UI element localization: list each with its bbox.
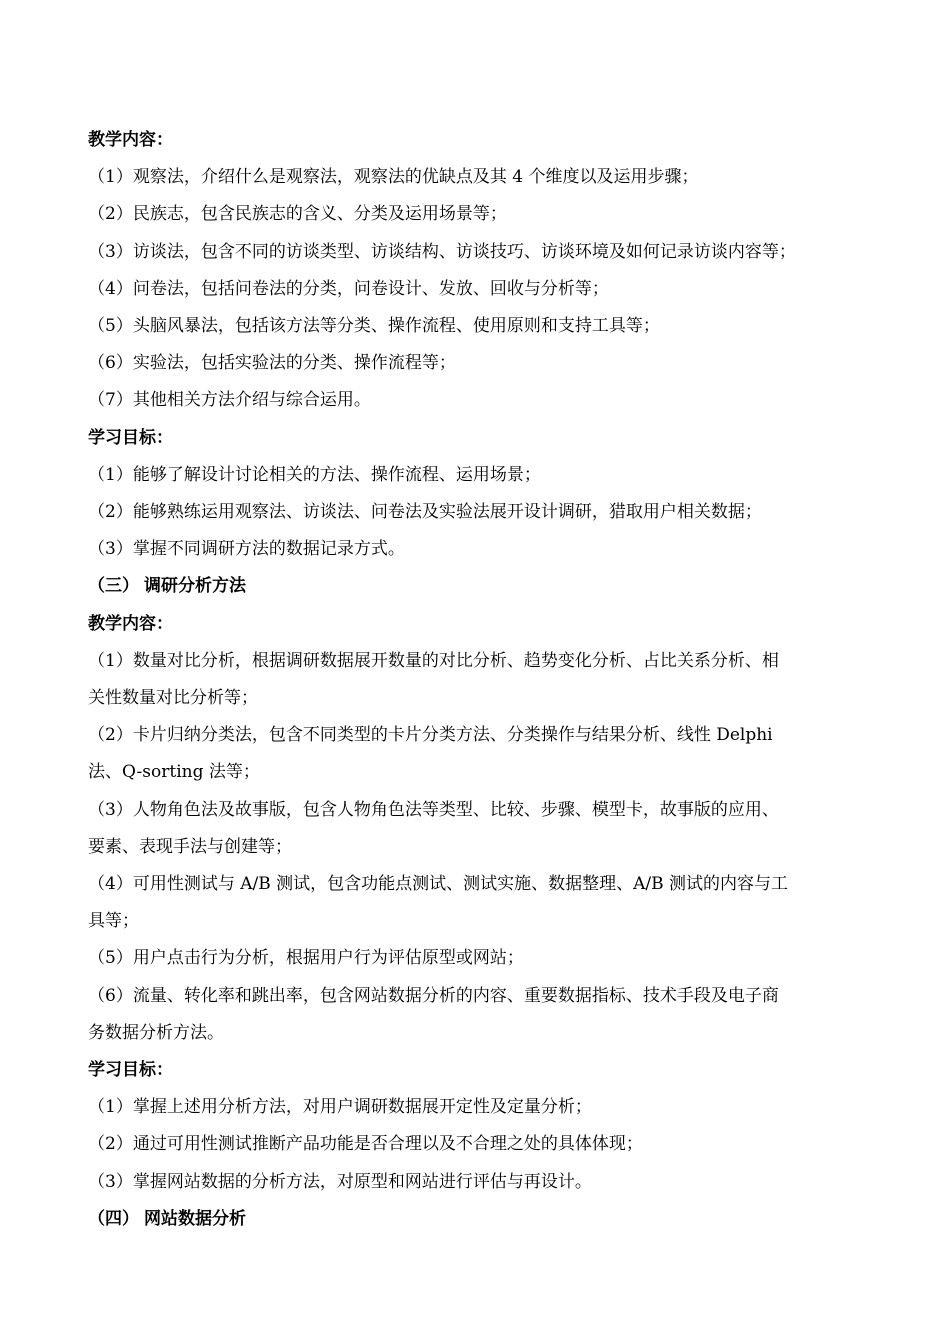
content-item-line: （4）可用性测试与 A/B 测试，包含功能点测试、测试实施、数据整理、A/B 测试的内容与工 <box>88 874 789 895</box>
goal-item: （2）通过可用性测试推断产品功能是否合理以及不合理之处的具体体现； <box>88 1134 643 1155</box>
section-title: 网站数据分析 <box>144 1208 246 1229</box>
content-item: （2）民族志，包含民族志的含义、分类及运用场景等； <box>88 204 507 225</box>
document-page <box>88 122 878 1238</box>
section-number: （四） <box>88 1208 139 1229</box>
content-item-line: 法、Q-sorting 法等； <box>88 762 260 783</box>
goal-heading: 学习目标： <box>88 1060 173 1081</box>
goal-heading: 学习目标： <box>88 427 173 448</box>
section-number: （三） <box>88 576 139 597</box>
content-item-line: （6）流量、转化率和跳出率，包含网站数据分析的内容、重要数据指标、技术手段及电子商 <box>88 985 779 1006</box>
content-item: （1）观察法，介绍什么是观察法，观察法的优缺点及其 4 个维度以及运用步骤； <box>88 167 699 188</box>
content-item-line: （2）卡片归纳分类法，包含不同类型的卡片分类方法、分类操作与结果分析、线性 Delphi <box>88 725 773 746</box>
section-heading <box>88 1201 878 1238</box>
content-item-line: （1）数量对比分析，根据调研数据展开数量的对比分析、趋势变化分析、占比关系分析、相 <box>88 650 779 671</box>
content-heading: 教学内容： <box>88 613 173 634</box>
content-item: （4）问卷法，包括问卷法的分类，问卷设计、发放、回收与分析等； <box>88 278 609 299</box>
content-item: （6）实验法，包括实验法的分类、操作流程等； <box>88 353 456 374</box>
content-item-line: 要素、表现手法与创建等； <box>88 836 292 857</box>
content-heading: 教学内容： <box>88 130 173 150</box>
section-heading <box>88 568 878 605</box>
content-item-line: （5）用户点击行为分析，根据用户行为评估原型或网站； <box>88 948 524 969</box>
goal-item: （3）掌握不同调研方法的数据记录方式。 <box>88 539 405 560</box>
content-item-line: （3）人物角色法及故事版，包含人物角色法等类型、比较、步骤、模型卡，故事版的应用、 <box>88 799 779 820</box>
goal-item: （1）掌握上述用分析方法，对用户调研数据展开定性及定量分析； <box>88 1097 592 1118</box>
content-item-line: 具等； <box>88 911 139 932</box>
goal-item: （3）掌握网站数据的分析方法，对原型和网站进行评估与再设计。 <box>88 1171 592 1192</box>
section-title: 调研分析方法 <box>144 576 246 597</box>
content-item-line: 务数据分析方法。 <box>88 1022 224 1043</box>
content-item: （7）其他相关方法介绍与综合运用。 <box>88 390 371 411</box>
goal-item: （2）能够熟练运用观察法、访谈法、问卷法及实验法展开设计调研，猎取用户相关数据； <box>88 502 762 523</box>
content-item: （3）访谈法，包含不同的访谈类型、访谈结构、访谈技巧、访谈环境及如何记录访谈内容等； <box>88 241 796 262</box>
content-item-line: 关性数量对比分析等； <box>88 688 258 709</box>
content-item: （5）头脑风暴法，包括该方法等分类、操作流程、使用原则和支持工具等； <box>88 316 660 337</box>
goal-item: （1）能够了解设计讨论相关的方法、操作流程、运用场景； <box>88 464 541 485</box>
